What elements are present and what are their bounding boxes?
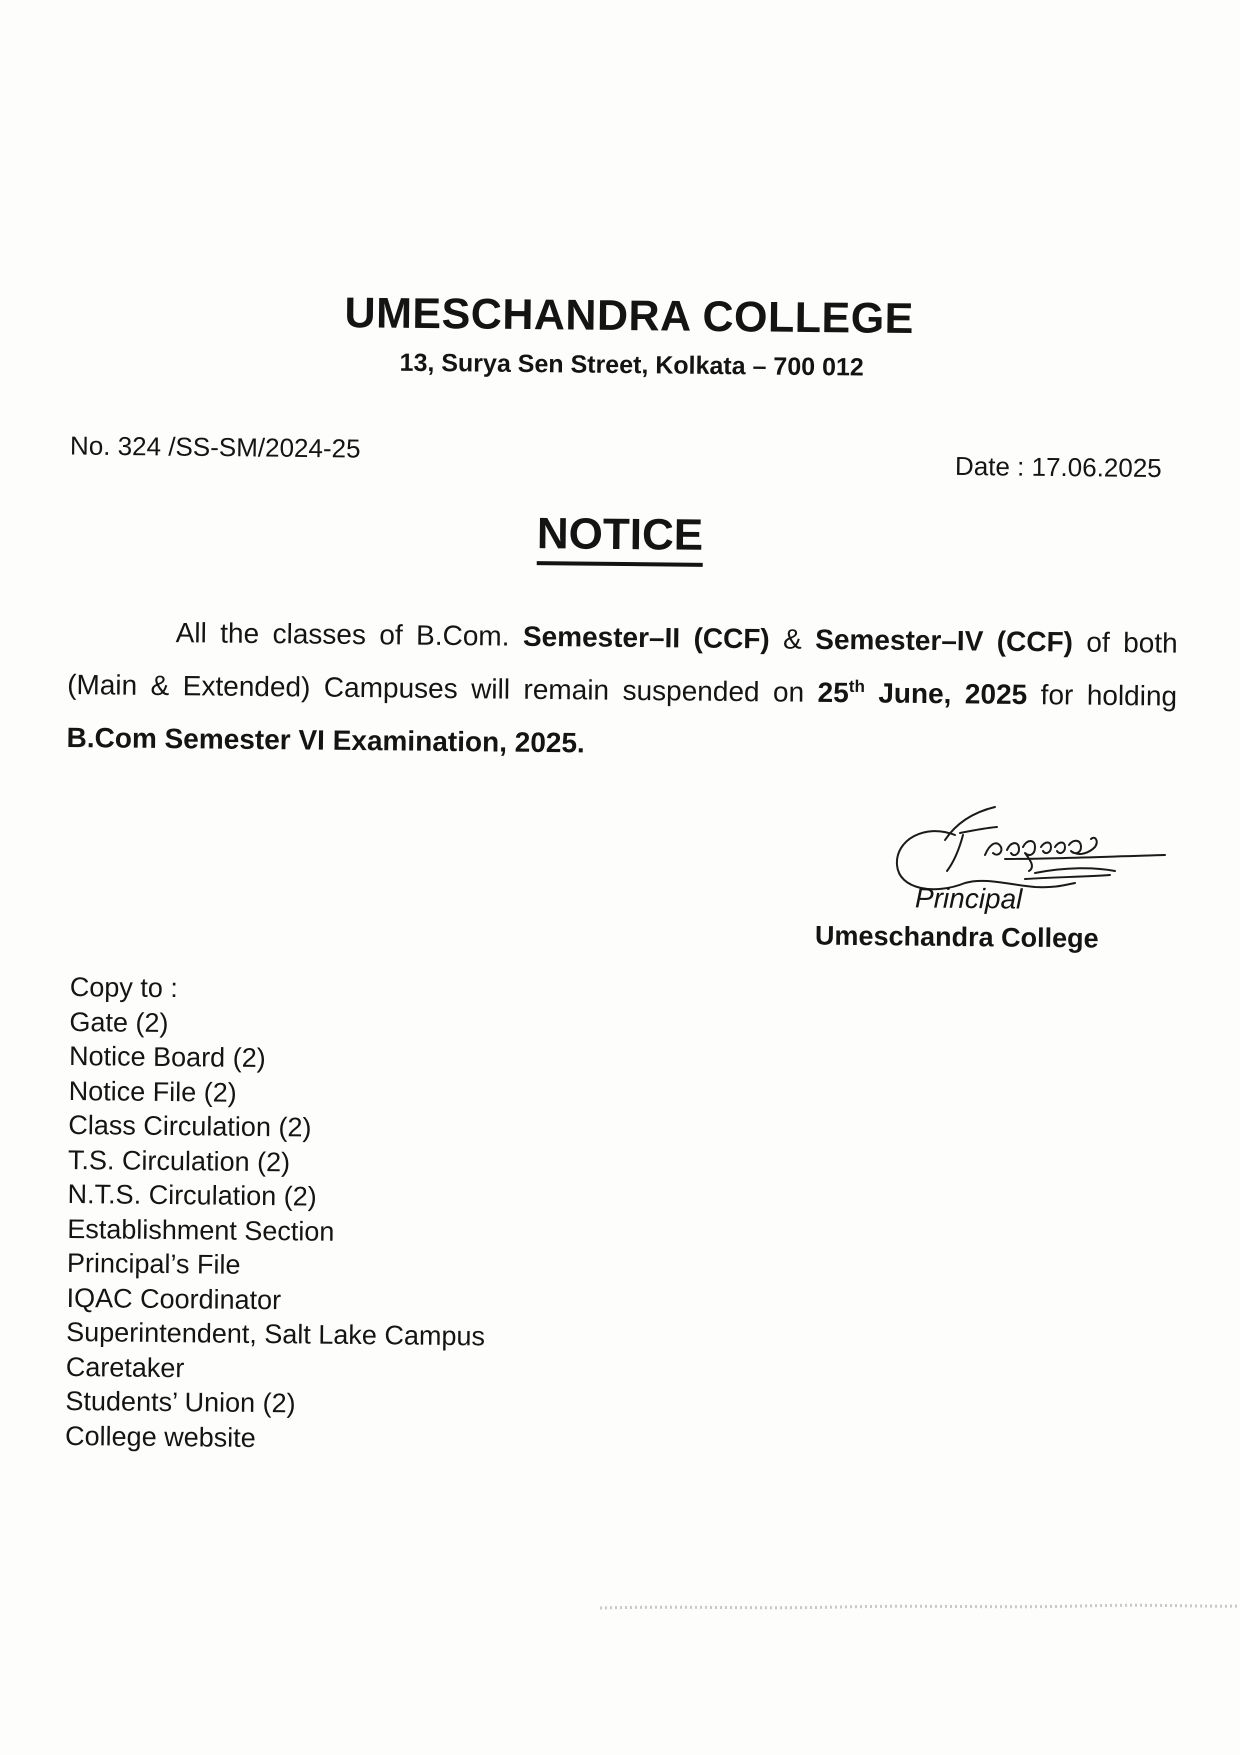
college-name: UMESCHANDRA COLLEGE (344, 289, 915, 344)
copy-recipient: IQAC Coordinator (66, 1282, 282, 1315)
letterhead (0, 286, 1240, 387)
copy-recipient: Principal’s File (66, 1247, 241, 1280)
reference-number: No. 324 /SS-SM/2024-25 (69, 430, 361, 464)
signature-loop (897, 831, 1075, 889)
copy-recipient: Class Circulation (2) (68, 1109, 312, 1143)
copy-recipient: T.S. Circulation (2) (67, 1144, 291, 1177)
copy-recipient: Gate (2) (69, 1006, 169, 1038)
copy-recipient: Notice File (2) (68, 1075, 237, 1108)
paragraph-indent (68, 641, 176, 642)
suspension-day: 25 (817, 676, 849, 709)
body-semester-ii: Semester–II (CCF) (522, 620, 770, 655)
suspension-day-suffix: th (848, 676, 866, 697)
signature-script (985, 838, 1097, 871)
copy-recipient: N.T.S. Circulation (2) (67, 1178, 317, 1212)
notice-body (66, 605, 1178, 776)
body-semester-iv: Semester–IV (CCF) (815, 623, 1074, 658)
signature-tail (1025, 868, 1115, 879)
copy-recipient: Students’ Union (2) (65, 1385, 296, 1419)
scan-edge-noise (600, 1598, 1240, 1612)
copy-recipient: Establishment Section (67, 1213, 335, 1247)
body-part-2: & (769, 623, 816, 655)
body-suspension-date (817, 677, 1027, 710)
copy-recipient: Notice Board (2) (68, 1040, 266, 1074)
body-examination: B.Com Semester VI Examination, 2025. (66, 721, 585, 759)
body-part-4: for holding (1027, 679, 1178, 712)
copy-to-heading: Copy to : (69, 971, 179, 1004)
copy-recipient: College website (64, 1420, 256, 1453)
copy-to-list (65, 970, 489, 1457)
signature-initial (945, 807, 997, 871)
notice-title-wrap (0, 504, 1240, 573)
body-part-1: All the classes of B.Com. (175, 617, 524, 652)
copy-recipient: Superintendent, Salt Lake Campus (66, 1316, 486, 1352)
notice-title: NOTICE (537, 509, 704, 567)
signatory-title: Principal (914, 882, 1023, 915)
copy-recipient: Caretaker (65, 1351, 185, 1383)
suspension-month-year: June, 2025 (864, 677, 1028, 711)
signatory-organization: Umeschandra College (814, 920, 1099, 954)
body-part-3: of both (Main & Extended) Campuses will remain suspended on (67, 626, 1178, 708)
college-address: 13, Surya Sen Street, Kolkata – 700 012 (399, 348, 864, 382)
notice-date: Date : 17.06.2025 (954, 450, 1162, 484)
